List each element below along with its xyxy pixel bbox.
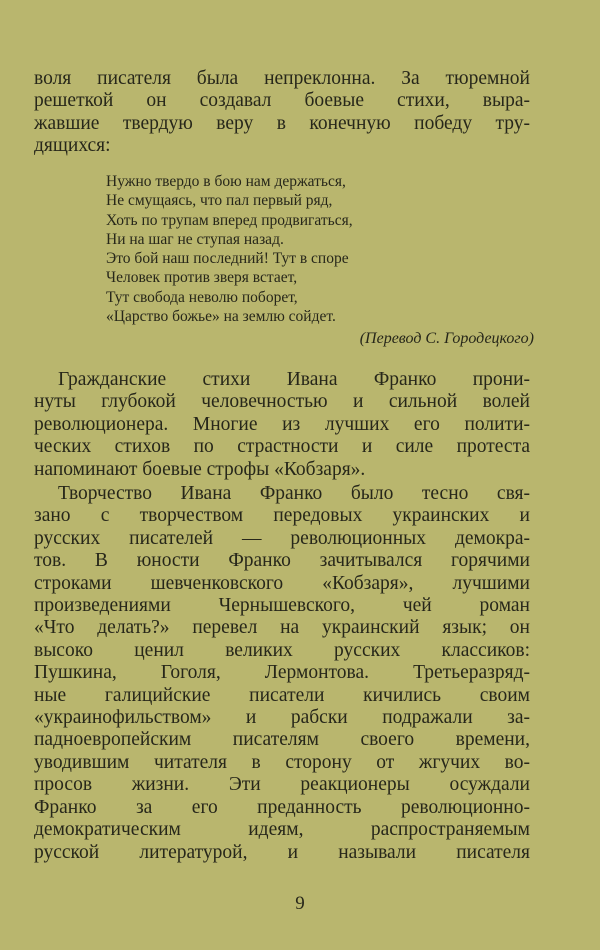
text-line: ческих стихов по страстности и силе протеста xyxy=(34,436,530,458)
poem-line: Тут свобода неволю поборет, xyxy=(106,288,298,306)
text-line: строками шевченковского «Кобзаря», лучшими xyxy=(34,572,530,594)
text-line: тов. В юности Франко зачитывался горячими xyxy=(34,550,530,572)
poem-line: Человек против зверя встает, xyxy=(106,269,298,287)
intro-paragraph xyxy=(34,68,530,158)
text-line: революционера. Многие из лучших его полити- xyxy=(34,413,530,435)
poem-line: Не смущаясь, что пал первый ряд, xyxy=(106,192,333,210)
text-line: просов жизни. Эти реакционеры осуждали xyxy=(34,774,530,796)
text-line: русской литературой, и называли писателя xyxy=(34,841,530,863)
text-line: русских писателей — революционных демокра- xyxy=(34,527,530,549)
text-line: демократическим идеям, распространяемым xyxy=(34,819,530,841)
text-line: жавшие твердую веру в конечную победу тру- xyxy=(34,112,530,134)
poem-line: Нужно твердо в бою нам держаться, xyxy=(106,173,346,190)
text-line: решеткой он создавал боевые стихи, выра- xyxy=(34,90,530,112)
text-line: «украинофильством» и рабски подражали за- xyxy=(34,707,530,729)
text-line: уводившим читателя в сторону от жгучих во- xyxy=(34,751,530,773)
poem-line: Это бой наш последний! Тут в споре xyxy=(106,250,349,268)
text-line: ные галицийские писатели кичились своим xyxy=(34,684,530,706)
page-number: 9 xyxy=(295,893,305,914)
text-line: зано с творчеством передовых украинских и xyxy=(34,505,530,527)
text-line: произведениями Чернышевского, чей роман xyxy=(34,595,530,617)
paragraph-civic-poetry xyxy=(34,369,530,481)
text-line: Гражданские стихи Ивана Франко прони- xyxy=(58,369,530,390)
poem-line: «Царство божье» на землю сойдет. xyxy=(106,308,336,326)
text-line: воля писателя была непреклонна. За тюремной xyxy=(34,68,530,89)
text-line: дящихся: xyxy=(34,135,111,157)
text-line: «Что делать?» перевел на украинский язык; он xyxy=(34,617,530,639)
text-line: Творчество Ивана Франко было тесно свя- xyxy=(58,483,530,504)
text-line: Франко за его преданность революционно- xyxy=(34,796,530,818)
translation-credit: (Перевод С. Городецкого) xyxy=(359,330,534,347)
text-line: напоминают боевые строфы «Кобзаря». xyxy=(34,458,366,480)
text-line: падноевропейским писателям своего времени, xyxy=(34,729,530,751)
poem-line: Ни на шаг не ступая назад. xyxy=(106,230,284,248)
text-line: высоко ценил великих русских классиков: xyxy=(34,639,530,661)
poem-line: Хоть по трупам вперед продвигаться, xyxy=(106,211,353,229)
poem-quote xyxy=(106,172,446,326)
text-line: нуты глубокой человечностью и сильной волей xyxy=(34,391,530,413)
paragraph-literary-ties xyxy=(34,483,530,864)
text-line: Пушкина, Гоголя, Лермонтова. Третьеразряд- xyxy=(34,662,530,684)
